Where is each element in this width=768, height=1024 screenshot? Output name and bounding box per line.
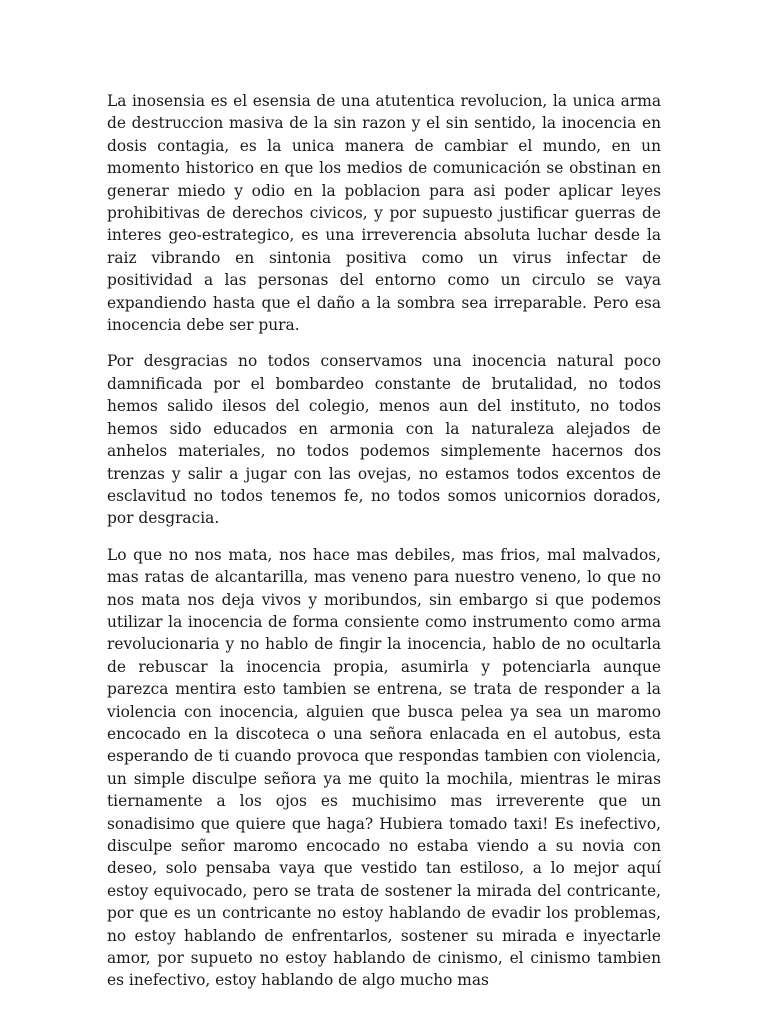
paragraph-1: La inosensia es el esensia de una atutentica revolucion, la unica arma de destruccion masiva de la sin razon y el sin sentido, la inocencia en dosis contagia, es la unica manera de cambiar el mundo, en un momento historico en que los medios de comunicación se obstinan en generar miedo y odio en la poblacion para asi poder aplicar leyes prohibitivas de derechos civicos, y por supuesto justificar guerras de interes geo-estrategico, es una irreverencia absoluta luchar desde la raiz vibrando en sintonia positiva como un virus infectar de positividad a las personas del entorno como un circulo se vaya expandiendo hasta que el daño a la sombra sea irreparable. Pero esa inocencia debe ser pura. (107, 92, 661, 335)
paragraph-3: Lo que no nos mata, nos hace mas debiles, mas frios, mal malvados, mas ratas de alcantarilla, mas veneno para nuestro veneno, lo que no nos mata nos deja vivos y moribundos, sin embargo si que podemos utilizar la inocencia de forma consiente como instrumento como arma revolucionaria y no hablo de fingir la inocencia, hablo de no ocultarla de rebuscar la inocencia propia, asumirla y potenciarla aunque parezca mentira esto tambien se entrena, se trata de responder a la violencia con inocencia, alguien que busca pelea ya sea un maromo encocado en la discoteca o una señora enlacada en el autobus, esta esperando de ti cuando provoca que respondas tambien con violencia, un simple disculpe señora ya me quito la mochila, mientras le miras tiernamente a los ojos es muchisimo mas irreverente que un sonadisimo que quiere que haga? Hubiera tomado taxi! Es inefectivo, disculpe señor maromo encocado no estaba viendo a su novia con deseo, solo pensaba vaya que vestido tan estiloso, a lo mejor aquí estoy equivocado, pero se trata de sostener la mirada del contricante, por que es un contricante no estoy hablando de evadir los problemas, no estoy hablando de enfrentarlos, sostener su mirada e inyectarle amor, por supueto no estoy hablando de cinismo, el cinismo tambien es inefectivo, estoy hablando de algo mucho mas (107, 545, 661, 990)
document-page (107, 90, 661, 1006)
paragraph-2: Por desgracias no todos conservamos una inocencia natural poco damnificada por el bombardeo constante de brutalidad, no todos hemos salido ilesos del colegio, menos aun del instituto, no todos hemos sido educados en armonia con la naturaleza alejados de anhelos materiales, no todos podemos simplemente hacernos dos trenzas y salir a jugar con las ovejas, no estamos todos excentos de esclavitud no todos tenemos fe, no todos somos unicornios dorados, por desgracia. (107, 352, 661, 528)
